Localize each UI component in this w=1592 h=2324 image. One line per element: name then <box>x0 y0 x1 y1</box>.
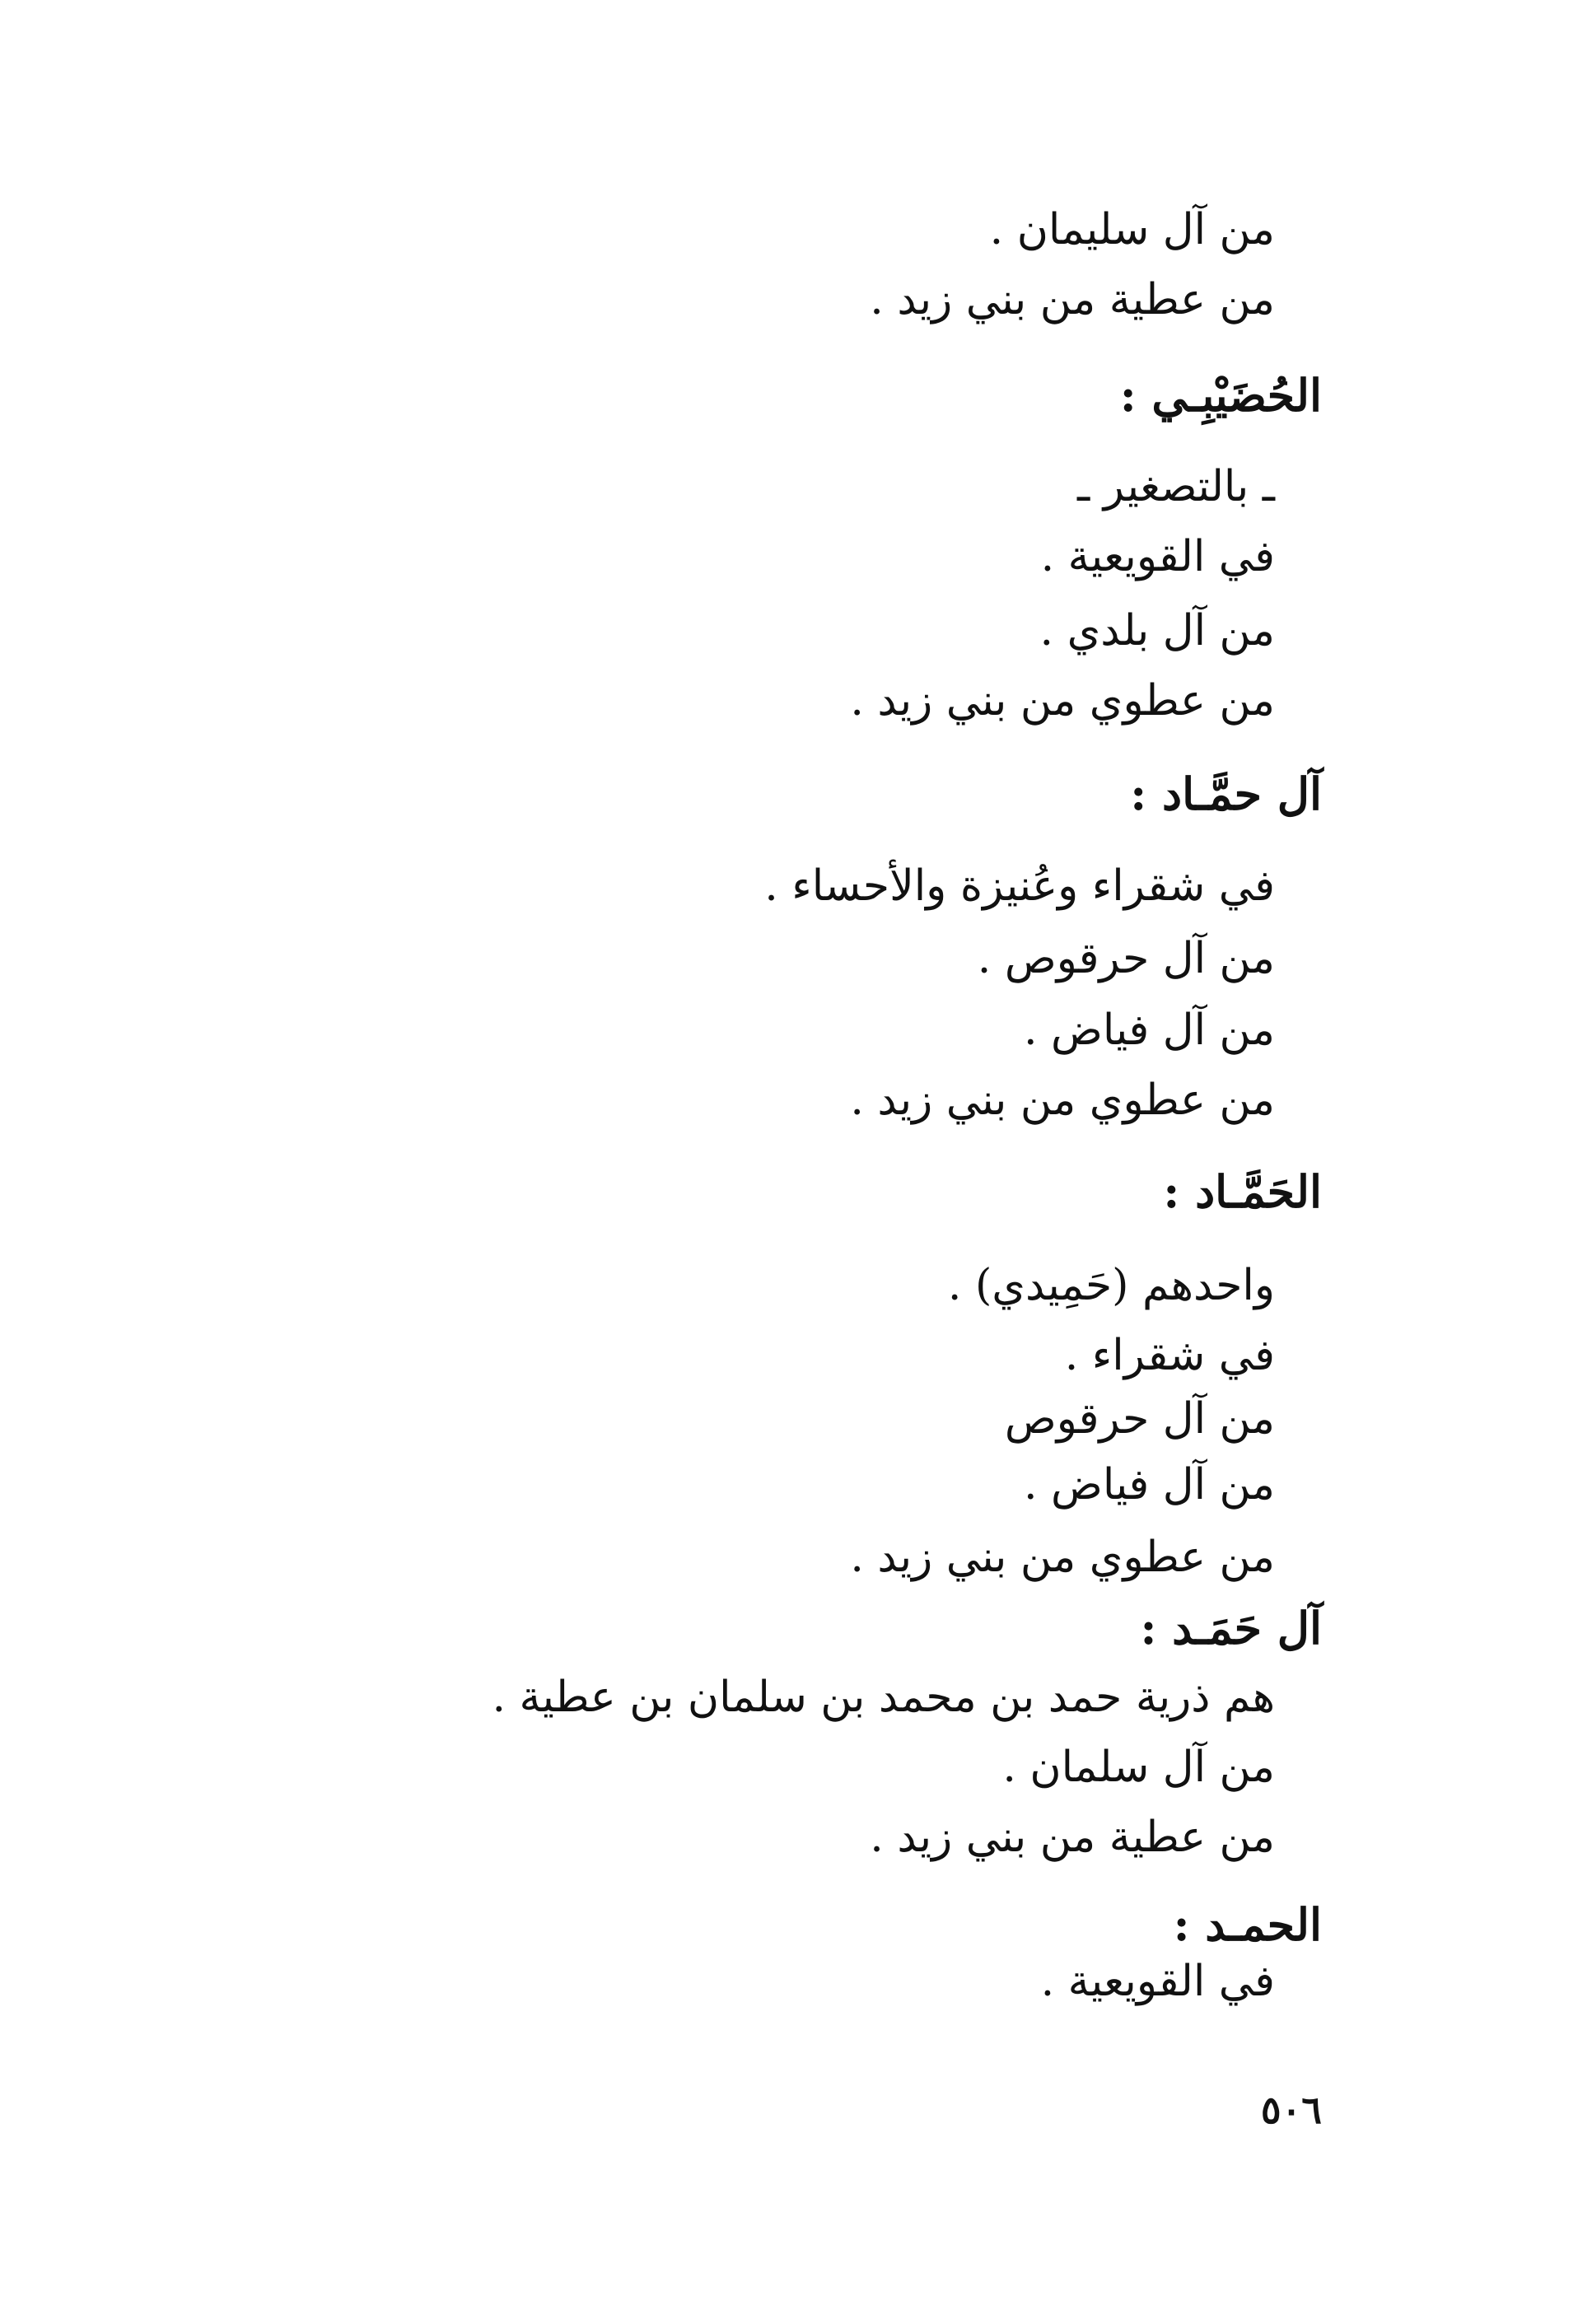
text-line: في شقراء وعُنيزة والأحساء . <box>764 861 1275 911</box>
text-line: ـ بالتصغير ـ <box>1077 462 1275 511</box>
text-line: من آل فياض . <box>1023 1006 1275 1055</box>
entry-heading: آل حَمَـد : <box>1140 1602 1322 1654</box>
text-line: في القويعية . <box>1040 1957 1275 2006</box>
entry-heading: الحَمَّـاد : <box>1163 1165 1322 1218</box>
text-line: من عطية من بني زيد . <box>870 1813 1275 1862</box>
entry-heading: الحمـد : <box>1173 1898 1322 1951</box>
text-line: من آل حرقوص . <box>977 934 1275 983</box>
text-line: من آل فياض . <box>1023 1460 1275 1510</box>
text-line: هم ذرية حمد بن محمد بن سلمان بن عطية . <box>492 1673 1275 1722</box>
text-line: من عطوي من بني زيد . <box>850 676 1275 726</box>
text-line: في القويعية . <box>1040 532 1275 581</box>
text-line: من عطوي من بني زيد . <box>850 1076 1275 1125</box>
text-line: في شقراء . <box>1064 1331 1275 1380</box>
text-line: من آل بلدي . <box>1039 606 1275 656</box>
text-line: من آل سلمان . <box>1002 1743 1275 1792</box>
text-line: واحدهم (حَمِيدي) . <box>947 1261 1275 1310</box>
entry-heading: الحُضَيْبِـي : <box>1119 369 1322 422</box>
text-line: من عطوي من بني زيد . <box>850 1533 1275 1582</box>
page-number: ٥٠٦ <box>1260 2088 1322 2132</box>
text-line: من آل سليمان . <box>989 205 1275 254</box>
text-line: من آل حرقوص <box>1004 1394 1275 1444</box>
text-line: من عطية من بني زيد . <box>870 275 1275 324</box>
entry-heading: آل حمَّـاد : <box>1130 768 1322 820</box>
